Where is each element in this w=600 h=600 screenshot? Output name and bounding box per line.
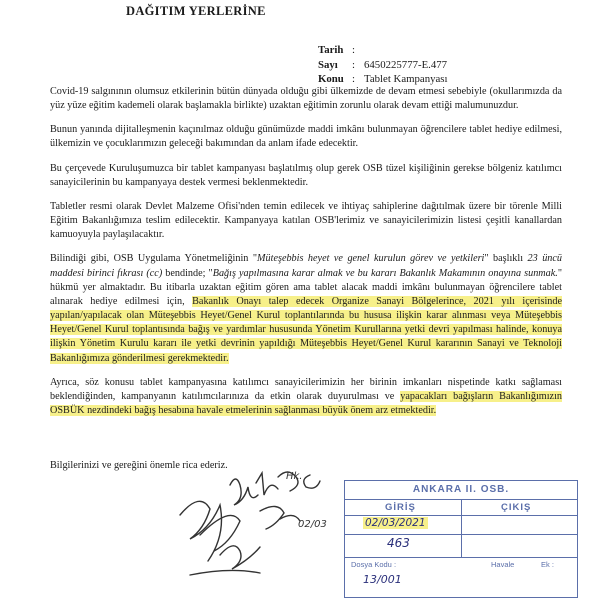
stamp-file-code-label: Dosya Kodu : <box>351 560 397 569</box>
meta-value-number: 6450225777-E.477 <box>364 58 448 71</box>
meta-key-number: Sayı <box>318 58 338 71</box>
paragraph-6 <box>50 376 562 418</box>
p5-text: " başlıklı <box>484 253 528 265</box>
registry-stamp <box>344 480 578 598</box>
p5-text: " hükmü yer almaktadır. Bu itibarla uzaktan eğitim gören ama tablet alacak maddi imkânı bulunmayan öğrencilere tablet alınarak hediye edilmesi için, <box>50 267 562 307</box>
meta-key-subject: Konu <box>318 73 344 85</box>
meta-sep: : <box>352 44 355 56</box>
closing-line: Bilgilerinizi ve gereğini önemle rica ederiz. <box>50 460 228 471</box>
p5-highlight: Bakanlık Onayı talep edecek Organize Sanayi Bölgelerince, 2021 yılı içerisinde yapılan/yapılacak olan Müteşebbis Heyet/Genel Kurul toplantılarında bu hususa ilişkin karar alınması veya Müteşebbis Heyet/Genel Kurul toplantısında bağış ve yardımlar hususunda Yönetim Kurullarına yetki devri yapılması halinde, konuya ilişkin Yönetim Kurulu kararı ile yetki devrinin yapıldığı Müteşebbis Heyet/Genel Kurul kararının Sanayi ve Teknoloji Bakanlığımıza gönderilmesi gerekmektedir. <box>50 295 562 364</box>
p5-text: Bilindiği gibi, OSB Uygulama Yönetmeliğinin " <box>50 253 258 265</box>
document-meta <box>318 43 448 87</box>
meta-row-date <box>318 43 448 58</box>
stamp-divider <box>461 499 462 557</box>
stamp-entry-label: GİRİŞ <box>385 502 416 513</box>
signature-initials: Hk. <box>286 471 303 482</box>
meta-key-date: Tarih <box>318 44 344 56</box>
p5-italic-title: Müteşebbis heyet ve genel kurulun görev ve yetkileri <box>257 253 485 265</box>
stamp-divider <box>345 515 577 516</box>
document-heading: DAĞITIM YERLERİNE <box>126 4 266 18</box>
p5-italic-quote: Bağış yapılmasına karar almak ve bu kararı Bakanlık Makamının onayına sunmak. <box>212 267 558 279</box>
stamp-divider <box>345 557 577 558</box>
paragraph-3: Bu çerçevede Kuruluşumuzca bir tablet kampanyası başlatılmış olup gerek OSB tüzel kişiliğinin gerekse bölgeniz katılımcı sanayicilerinin bu kampanyaya destek vermesi beklenmektedir. <box>50 162 562 188</box>
stamp-forward-label: Havale <box>491 560 515 569</box>
stamp-entry-date: 02/03/2021 <box>365 517 426 529</box>
meta-row-number <box>318 58 448 73</box>
paragraph-1: Covid-19 salgınının olumsuz etkilerinin bütün dünyada olduğu gibi ülkemizde de devam etmesi sebebiyle (okullarımızda da yüz yüze eğitim kademeli olarak başlamakla birlikte) uzaktan eğitimin zorunlu olarak devam ettiği malumunuzdur. <box>50 86 562 112</box>
meta-value-subject: Tablet Kampanyası <box>364 73 448 85</box>
stamp-entry-number: 463 <box>387 536 410 550</box>
p6-text: Ayrıca, söz konusu tablet kampanyasına katılımcı sanayicilerimizin her birinin imkanları nispetinde katkı sağlaması beklendiğinden, kampanyanın katılımcılarınıza da etkin olarak duyurulması ve <box>50 376 562 402</box>
stamp-divider <box>345 534 577 535</box>
letter-body <box>50 85 562 428</box>
stamp-file-code-value: 13/001 <box>363 573 402 586</box>
paragraph-5 <box>50 252 562 365</box>
p6-highlight: yapacakları bağışların Bakanlığımızın OSBÜK nezdindeki bağış hesabına havale etmelerinin sağlanması büyük önem arz etmektedir. <box>50 390 562 416</box>
meta-sep: : <box>352 58 355 71</box>
stamp-exit-label: ÇIKIŞ <box>501 502 532 513</box>
p5-italic-article: 23 üncü maddesi birinci fıkrası (cc) <box>50 253 563 279</box>
paragraph-2: Bunun yanında dijitalleşmenin kaçınılmaz olduğu günümüzde maddi imkânı bulunmayan öğrencilere tablet hediye edilmesi, ülkemizin ve çocuklarımızın geleceği bakımından da anlam ifade edecektir. <box>50 124 562 150</box>
signature-date-note: 02/03 <box>298 519 327 530</box>
stamp-title: ANKARA II. OSB. <box>412 484 510 495</box>
stamp-attachment-label: Ek : <box>541 560 554 569</box>
paragraph-4: Tabletler resmi olarak Devlet Malzeme Ofisi'nden temin edilecek ve ihtiyaç sahiplerine dağıtılmak üzere bir törenle Milli Eğitim Bakanlığımıza teslim edilecektir. Kampanyaya katılan OSB'lerimiz ve sanayicilerimizin listesi çeşitli kanallardan kamuoyuyla paylaşılacaktır. <box>50 200 562 241</box>
meta-sep: : <box>352 73 355 85</box>
p5-text: bendinde; " <box>165 267 213 279</box>
